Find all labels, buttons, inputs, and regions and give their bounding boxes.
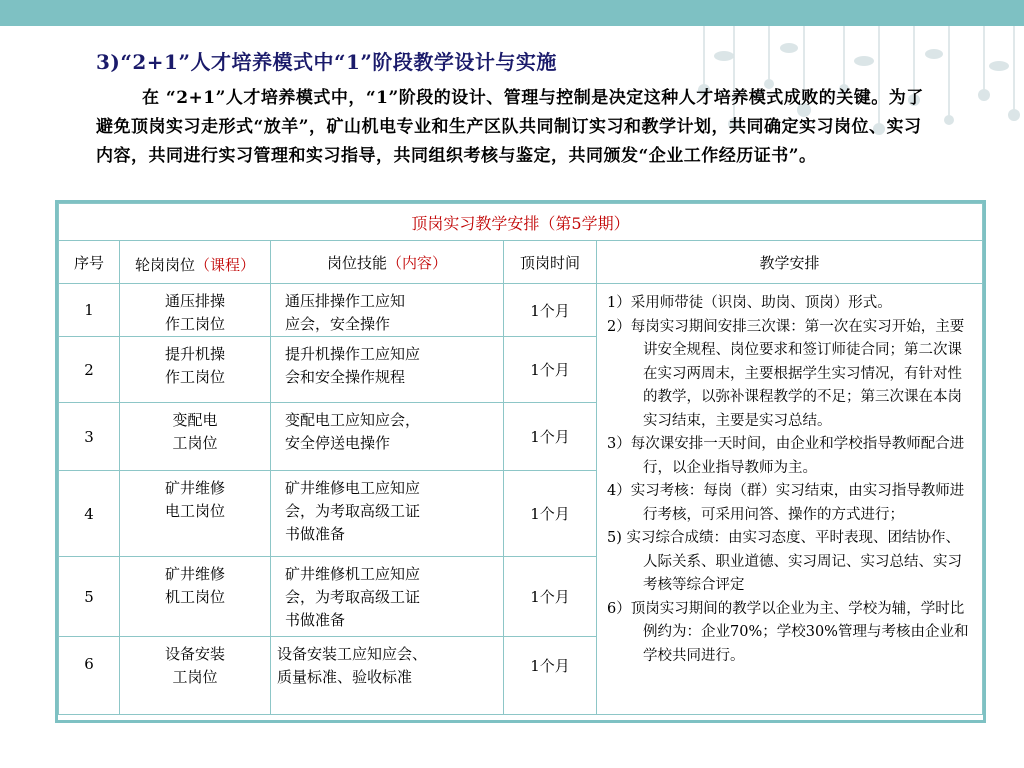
header-num: 序号 xyxy=(59,241,120,284)
skill-line: 安全停送电操作 xyxy=(285,434,391,452)
header-skill xyxy=(271,241,504,284)
row-num: 2 xyxy=(59,337,120,403)
row-skill xyxy=(271,557,504,637)
arrangement-item: 2）每岗实习期间安排三次课：第一次在实习开始，主要讲安全规程、岗位要求和签订师徒合同；第二次课在实习两周末，主要根据学生实习情况，有针对性的教学，以弥补课程教学的不足；第三次课在本岗实习结束，主要是实习总结。 xyxy=(607,318,965,429)
skill-line: 矿井维修机工应知应 xyxy=(285,565,421,583)
skill-line: 提升机操作工应知应 xyxy=(285,345,421,363)
skill-line: 会和安全操作规程 xyxy=(285,368,406,386)
position-line: 设备安装 xyxy=(164,645,225,663)
skill-line: 通压排操作工应知 xyxy=(285,292,406,310)
header-position xyxy=(120,241,271,284)
header-skill-text: 岗位技能 xyxy=(326,253,387,272)
skill-line: 书做准备 xyxy=(285,611,346,629)
row-time: 1个月 xyxy=(504,284,597,337)
position-line: 工岗位 xyxy=(172,668,218,686)
position-line: 变配电 xyxy=(172,411,218,429)
row-num: 1 xyxy=(59,284,120,337)
header-position-text: 轮岗岗位 xyxy=(134,255,195,274)
skill-line: 会，为考取高级工证 xyxy=(285,502,421,520)
header-position-suffix: （课程） xyxy=(195,255,256,274)
header-arrangement: 教学安排 xyxy=(597,241,983,284)
skill-line: 会，为考取高级工证 xyxy=(285,588,421,606)
teaching-arrangement xyxy=(597,284,983,715)
arrangement-item: 4）实习考核：每岗（群）实习结束，由实习指导教师进行考核，可采用问答、操作的方式进行； xyxy=(607,483,965,523)
row-position xyxy=(120,557,271,637)
arrangement-item: 5) 实习综合成绩：由实习态度、平时表现、团结协作、人际关系、职业道德、实习周记、实习总结、实习考核等综合评定 xyxy=(607,530,962,593)
skill-line: 设备安装工应知应会、 xyxy=(277,645,428,663)
row-time: 1个月 xyxy=(504,557,597,637)
position-line: 通压排操 xyxy=(164,292,225,310)
top-accent-bar xyxy=(0,0,1024,26)
row-position xyxy=(120,337,271,403)
row-num: 5 xyxy=(59,557,120,637)
row-position xyxy=(120,471,271,557)
row-num: 4 xyxy=(59,471,120,557)
position-line: 工岗位 xyxy=(172,434,218,452)
row-num: 3 xyxy=(59,403,120,471)
position-line: 电工岗位 xyxy=(164,502,225,520)
row-time: 1个月 xyxy=(504,471,597,557)
row-skill xyxy=(271,403,504,471)
row-time: 1个月 xyxy=(504,637,597,715)
intro-paragraph xyxy=(96,84,936,171)
position-line: 作工岗位 xyxy=(164,315,225,333)
row-position xyxy=(120,403,271,471)
row-skill xyxy=(271,471,504,557)
position-line: 机工岗位 xyxy=(164,588,225,606)
intro-text: 在 “2+1”人才培养模式中，“1”阶段的设计、管理与控制是决定这种人才培养模式成败的关键。为了避免顶岗实习走形式“放羊”，矿山机电专业和生产区队共同制订实习和教学计划，共同确定实习岗位、实习内容，共同进行实习管理和实习指导，共同组织考核与鉴定，共同颁发“企业工作经历证书”。 xyxy=(96,88,924,166)
skill-line: 变配电工应知应会， xyxy=(285,411,421,429)
row-skill xyxy=(271,637,504,715)
position-line: 作工岗位 xyxy=(164,368,225,386)
arrangement-item: 3）每次课安排一天时间，由企业和学校指导教师配合进行，以企业指导教师为主。 xyxy=(607,436,965,476)
row-skill xyxy=(271,284,504,337)
section-title: 3)“2+1”人才培养模式中“1”阶段教学设计与实施 xyxy=(96,50,557,74)
row-num: 6 xyxy=(59,637,120,715)
row-skill xyxy=(271,337,504,403)
arrangement-item: 1）采用师带徒（识岗、助岗、顶岗）形式。 xyxy=(607,295,892,311)
position-line: 矿井维修 xyxy=(164,479,225,497)
header-skill-suffix: （内容） xyxy=(387,253,448,272)
position-line: 提升机操 xyxy=(164,345,225,363)
skill-line: 书做准备 xyxy=(285,525,346,543)
internship-schedule-table xyxy=(58,203,983,715)
table-row xyxy=(59,284,983,337)
position-line: 矿井维修 xyxy=(164,565,225,583)
row-time: 1个月 xyxy=(504,337,597,403)
table-caption: 顶岗实习教学安排（第5学期） xyxy=(59,204,983,241)
skill-line: 矿井维修电工应知应 xyxy=(285,479,421,497)
header-time: 顶岗时间 xyxy=(504,241,597,284)
skill-line: 质量标准、验收标准 xyxy=(277,668,413,686)
row-position xyxy=(120,284,271,337)
row-time: 1个月 xyxy=(504,403,597,471)
row-position xyxy=(120,637,271,715)
header-row xyxy=(59,241,983,284)
skill-line: 应会，安全操作 xyxy=(285,315,391,333)
arrangement-item: 6）顶岗实习期间的教学以企业为主、学校为辅，学时比例约为：企业70%；学校30%管理与考核由企业和学校共同进行。 xyxy=(607,600,969,664)
